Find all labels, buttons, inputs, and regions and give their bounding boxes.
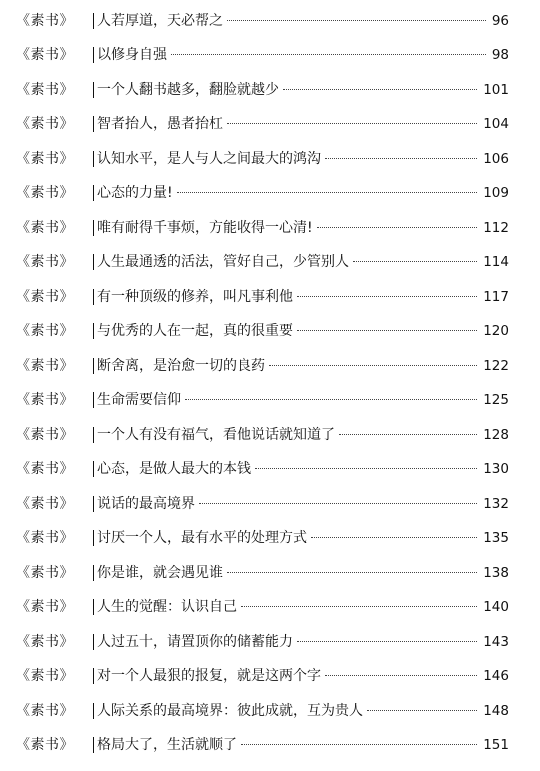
toc-entry[interactable] [0,694,540,728]
toc-entry[interactable] [0,107,540,141]
dot-leader [227,20,486,21]
page-number: 122 [483,358,509,374]
toc-entry[interactable] [0,521,540,555]
toc-entry[interactable] [0,176,540,210]
book-title: 《素书》 [16,151,74,167]
toc-entry[interactable] [0,73,540,107]
dot-leader [177,192,478,193]
separator-bar [93,461,94,477]
separator-bar [93,530,94,546]
book-title: 《素书》 [16,323,74,339]
toc-entry[interactable] [0,590,540,624]
page-number: 125 [483,392,509,408]
toc-entry[interactable] [0,38,540,72]
separator-bar [93,82,94,98]
chapter-title: 人生最通透的活法，管好自己，少管别人 [97,254,349,270]
book-title: 《素书》 [16,668,74,684]
page-number: 132 [483,496,509,512]
chapter-title: 与优秀的人在一起，真的很重要 [97,323,293,339]
chapter-title: 格局大了，生活就顺了 [97,737,237,753]
page-number: 128 [483,427,509,443]
page-number: 101 [483,82,509,98]
book-title: 《素书》 [16,47,74,63]
toc-entry[interactable] [0,349,540,383]
separator-bar [93,185,94,201]
page-number: 143 [483,634,509,650]
separator-bar [93,151,94,167]
toc-entry[interactable] [0,383,540,417]
book-title: 《素书》 [16,220,74,236]
toc-entry[interactable] [0,142,540,176]
dot-leader [297,296,477,297]
chapter-title: 人生的觉醒：认识自己 [97,599,237,615]
page-number: 117 [483,289,509,305]
toc-entry[interactable] [0,314,540,348]
chapter-title: 以修身自强 [97,47,167,63]
dot-leader [199,503,477,504]
page-number: 98 [491,47,509,63]
toc-entry[interactable] [0,556,540,590]
dot-leader [269,365,477,366]
dot-leader [325,675,477,676]
toc-entry[interactable] [0,418,540,452]
page-number: 96 [491,13,509,29]
dot-leader [297,330,477,331]
chapter-title: 认知水平，是人与人之间最大的鸿沟 [97,151,321,167]
book-title: 《素书》 [16,13,74,29]
page-number: 138 [483,565,509,581]
toc-entry[interactable] [0,452,540,486]
chapter-title: 有一种顶级的修养，叫凡事利他 [97,289,293,305]
book-title: 《素书》 [16,737,74,753]
dot-leader [297,641,477,642]
chapter-title: 人若厚道，天必帮之 [97,13,223,29]
separator-bar [93,737,94,753]
chapter-title: 说话的最高境界 [97,496,195,512]
separator-bar [93,254,94,270]
separator-bar [93,496,94,512]
book-title: 《素书》 [16,634,74,650]
dot-leader [311,537,477,538]
page-number: 151 [483,737,509,753]
toc-entry[interactable] [0,625,540,659]
toc-entry[interactable] [0,659,540,693]
book-title: 《素书》 [16,289,74,305]
book-title: 《素书》 [16,496,74,512]
chapter-title: 对一个人最狠的报复，就是这两个字 [97,668,321,684]
book-title: 《素书》 [16,565,74,581]
dot-leader [367,710,477,711]
chapter-title: 你是谁，就会遇见谁 [97,565,223,581]
book-title: 《素书》 [16,530,74,546]
dot-leader [317,227,478,228]
separator-bar [93,634,94,650]
separator-bar [93,289,94,305]
page-number: 146 [483,668,509,684]
dot-leader [241,606,477,607]
chapter-title: 智者抬人，愚者抬杠 [97,116,223,132]
toc-entry[interactable] [0,728,540,762]
page-number: 130 [483,461,509,477]
chapter-title: 心态的力量! [97,185,173,201]
book-title: 《素书》 [16,185,74,201]
page-number: 112 [483,220,509,236]
dot-leader [353,261,477,262]
separator-bar [93,323,94,339]
separator-bar [93,565,94,581]
page-number: 148 [483,703,509,719]
book-title: 《素书》 [16,599,74,615]
book-title: 《素书》 [16,427,74,443]
chapter-title: 讨厌一个人，最有水平的处理方式 [97,530,307,546]
chapter-title: 心态，是做人最大的本钱 [97,461,251,477]
separator-bar [93,358,94,374]
book-title: 《素书》 [16,358,74,374]
toc-entry[interactable] [0,487,540,521]
separator-bar [93,668,94,684]
dot-leader [227,123,477,124]
separator-bar [93,47,94,63]
chapter-title: 一个人翻书越多，翻脸就越少 [97,82,279,98]
dot-leader [171,54,486,55]
chapter-title: 人际关系的最高境界：彼此成就，互为贵人 [97,703,363,719]
separator-bar [93,13,94,29]
page-number: 109 [483,185,509,201]
dot-leader [241,744,477,745]
chapter-title: 人过五十，请置顶你的储蓄能力 [97,634,293,650]
separator-bar [93,703,94,719]
separator-bar [93,599,94,615]
toc-entry[interactable] [0,211,540,245]
chapter-title: 生命需要信仰 [97,392,181,408]
book-title: 《素书》 [16,82,74,98]
dot-leader [339,434,477,435]
dot-leader [185,399,477,400]
page-number: 135 [483,530,509,546]
toc-entry[interactable] [0,4,540,38]
separator-bar [93,220,94,236]
page-number: 114 [483,254,509,270]
page-number: 106 [483,151,509,167]
page-number: 140 [483,599,509,615]
separator-bar [93,427,94,443]
page-number: 120 [483,323,509,339]
book-title: 《素书》 [16,703,74,719]
book-title: 《素书》 [16,254,74,270]
toc-entry[interactable] [0,280,540,314]
chapter-title: 断舍离，是治愈一切的良药 [97,358,265,374]
dot-leader [255,468,477,469]
chapter-title: 唯有耐得千事烦，方能收得一心清! [97,220,313,236]
page-number: 104 [483,116,509,132]
book-title: 《素书》 [16,392,74,408]
separator-bar [93,392,94,408]
toc-entry[interactable] [0,245,540,279]
book-title: 《素书》 [16,116,74,132]
separator-bar [93,116,94,132]
dot-leader [227,572,477,573]
dot-leader [325,158,477,159]
dot-leader [283,89,477,90]
chapter-title: 一个人有没有福气，看他说话就知道了 [97,427,335,443]
book-title: 《素书》 [16,461,74,477]
